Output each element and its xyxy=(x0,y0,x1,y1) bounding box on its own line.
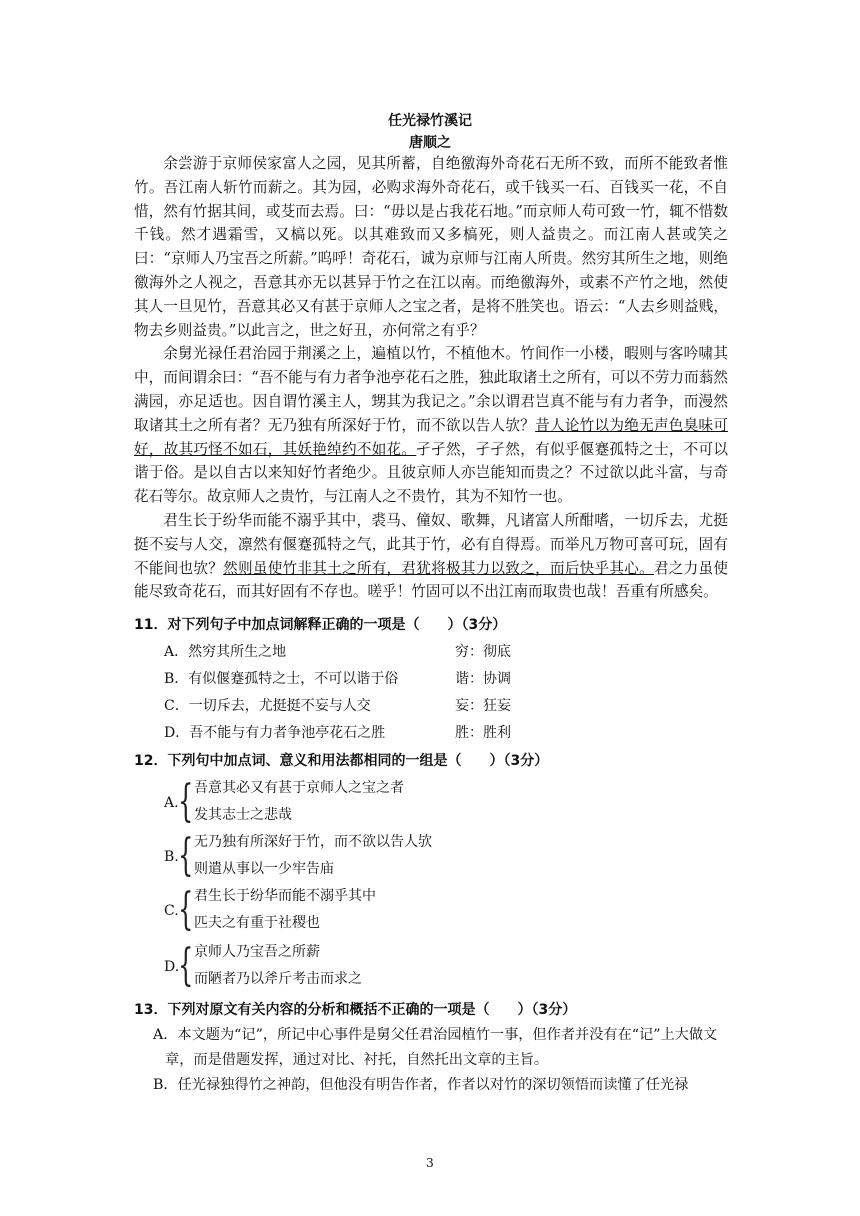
essay-title: 任光禄竹溪记 xyxy=(388,113,472,129)
essay-author: 唐顺之 xyxy=(409,135,451,151)
question-13-stem: 13．下列对原文有关内容的分析和概括不正确的一项是（ ）（3分） xyxy=(134,1002,577,1018)
question-13 xyxy=(134,998,734,1098)
paragraph-2-text: 余舅光禄任君治园于荆溪之上，遍植以竹，不植他木。竹间作一小楼，暇则与客吟啸其中，而间谓余曰：“吾不能与有力者争池亭花石之胜，独此取诸土之所有，可以不劳力而蓊然满园，亦足适也。因自谓竹溪主人，甥其为我记之。”余以谓君岂真不能与有力者争，而漫然取诸其土之所有者？无乃独有所深好于竹，而不欲以告人欤？ xyxy=(134,345,728,434)
q11-option-c: C．一切斥去，尤挺挺不妄与人交 xyxy=(164,698,371,714)
q12-option-d-line2: 而陋者乃以斧斤考击而求之 xyxy=(194,971,362,987)
q12-option-c-line2: 匹夫之有重于社稷也 xyxy=(194,915,320,931)
q12-option-b-line2: 则遣从事以一少牢告庙 xyxy=(194,861,334,877)
essay-body xyxy=(134,152,728,604)
q12-option-c xyxy=(164,885,584,941)
paragraph-1-text: 余尝游于京师侯家富人之园，见其所蓄，自绝徼海外奇花石无所不致，而所不能致者惟竹。吾江南人斩竹而薪之。其为园，必购求海外奇花石，或千钱买一石、百钱买一花，不自惜，然有竹据其间，或芟而去焉。曰：“毋以是占我花石地。”而京师人苟可致一竹，辄不惜数千钱。然才遇霜雪，又槁以死。以其难致而又多槁死，则人益贵之。而江南人甚或笑之曰：“京师人乃宝吾之所薪。”呜呼！奇花石，诚为京师与江南人所贵。然穷其所生之地，则绝徼海外之人视之，吾意其亦无以甚异于竹之在江以南。而绝徼海外，或素不产竹之地，然使其人一旦见竹，吾意其必又有甚于京师人之宝之者，是将不胜笑也。语云：“人去乡则益贱，物去乡则益贵。”以此言之，世之好丑，亦何常之有乎？ xyxy=(134,155,728,339)
brace-icon: { xyxy=(178,830,194,881)
q12-option-a-line2: 发其志士之悲哉 xyxy=(194,807,292,823)
q12-option-d-label: D. xyxy=(164,959,180,975)
q11-option-b: B．有似偃蹇孤特之士，不可以谐于俗 xyxy=(164,671,399,687)
q11-option-c-explain: 妄：狂妄 xyxy=(455,698,511,714)
paragraph-3-rest: 君之力虽使能尽致奇花石，而其好固有不存也。嗟乎！竹固可以不出江南而取贵也哉！吾重有所感矣。 xyxy=(134,559,728,601)
q13-option-a: A．本文题为“记”，所记中心事件是舅父任君治园植竹一事，但作者并没有在“记”上大做文章，而是借题发挥，通过对比、衬托，自然托出文章的主旨。 xyxy=(153,1027,718,1068)
q12-option-c-line1: 君生长于纷华而能不溺乎其中 xyxy=(194,888,376,904)
q12-option-b-line1: 无乃独有所深好于竹，而不欲以告人欤 xyxy=(194,834,432,850)
q12-option-b xyxy=(164,831,584,887)
q13-option-b: B．任光禄独得竹之神韵，但他没有明告作者，作者以对竹的深切领悟而读懂了任光禄 xyxy=(153,1077,689,1093)
q12-option-b-label: B. xyxy=(164,849,179,865)
brace-icon: { xyxy=(178,940,194,991)
question-11-stem: 11．对下列句子中加点词解释正确的一项是（ ）（3分） xyxy=(134,617,507,633)
paragraph-3-text: 君生长于纷华而能不溺乎其中，裘马、僮奴、歌舞，凡诸富人所酣嗜，一切斥去，尤挺挺不妄与人交，凛然有偃蹇孤特之气，此其于竹，必有自得焉。而举凡万物可喜可玩，固有不能间也欤？ xyxy=(134,511,728,577)
page-number: 3 xyxy=(426,1156,434,1170)
q12-option-a-label: A. xyxy=(164,795,179,811)
paragraph-2-underlined: 昔人论竹以为绝无声色臭味可好，故其巧怪不如石，其妖艳绰约不如花。 xyxy=(134,416,728,458)
q12-option-a-line1: 吾意其必又有甚于京师人之宝之者 xyxy=(194,780,404,796)
q11-option-a: A．然穷其所生之地 xyxy=(164,644,287,660)
q12-option-d xyxy=(164,941,584,997)
q12-option-a xyxy=(164,777,584,833)
question-12-stem: 12．下列句中加点词、意义和用法都相同的一组是（ ）（3分） xyxy=(134,753,549,769)
paragraph-1 xyxy=(134,152,728,342)
q12-option-d-line1: 京师人乃宝吾之所薪 xyxy=(194,944,320,960)
q12-option-c-label: C. xyxy=(164,903,179,919)
paragraph-2-rest: 孑孑然，孑孑然，有似乎偃蹇孤特之士，不可以谐于俗。是以自古以来知好竹者绝少。且彼京师人亦岂能知而贵之？不过欲以此斗富，与奇花石等尔。故京师人之贵竹，与江南人之不贵竹，其为不知竹一也。 xyxy=(134,440,728,506)
q11-option-a-explain: 穷：彻底 xyxy=(455,644,511,660)
brace-icon: { xyxy=(178,884,194,935)
q11-option-b-explain: 谐：协调 xyxy=(455,671,511,687)
paragraph-3-underlined: 然则虽使竹非其土之所有，君犹将极其力以致之，而后快乎其心。 xyxy=(223,559,654,577)
q11-option-d: D．吾不能与有力者争池亭花石之胜 xyxy=(164,725,386,741)
paragraph-3 xyxy=(134,509,728,604)
paragraph-2 xyxy=(134,342,728,509)
brace-icon: { xyxy=(178,776,194,827)
q11-option-d-explain: 胜：胜利 xyxy=(455,725,511,741)
